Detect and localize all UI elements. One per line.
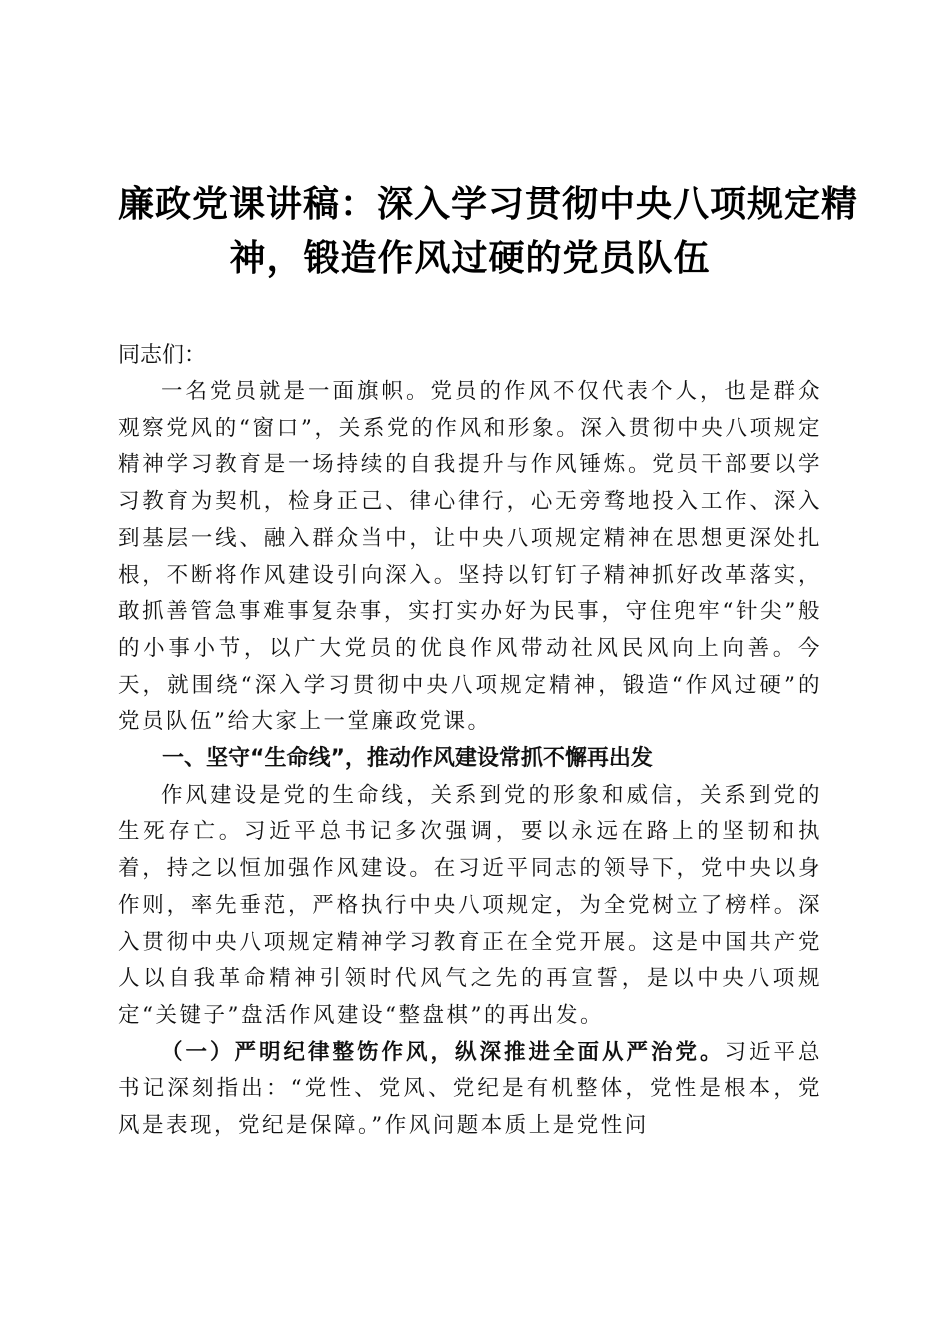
section-1-heading: 一、坚守“生命线”，推动作风建设常抓不懈再出发 (162, 746, 653, 772)
subsection-1-paragraph (118, 1035, 822, 1145)
section-1-paragraph: 作风建设是党的生命线，关系到党的形象和威信，关系到党的生死存亡。习近平总书记多次强调，要以永远在路上的坚韧和执着，持之以恒加强作风建设。在习近平同志的领导下，党中央以身作则，率先垂范，严格执行中央八项规定，为全党树立了榜样。深入贯彻中央八项规定精神学习教育正在全党开展。这是中国共产党人以自我革命精神引领时代风气之先的再宣誓，是以中央八项规定“关键子”盘活作风建设“整盘棋”的再出发。 (118, 782, 822, 1028)
subsection-1-text: 习近平总书记深刻指出：“党性、党风、党纪是有机整体，党性是根本，党风是表现，党纪是保障。”作风问题本质上是党性问 (118, 1039, 822, 1139)
intro-paragraph: 一名党员就是一面旗帜。党员的作风不仅代表个人，也是群众观察党风的“窗口”，关系党的作风和形象。深入贯彻中央八项规定精神学习教育是一场持续的自我提升与作风锤炼。党员干部要以学习教育为契机，检身正己、律心律行，心无旁骛地投入工作、深入到基层一线、融入群众当中，让中央八项规定精神在思想更深处扎根，不断将作风建设引向深入。坚持以钉钉子精神抓好改革落实，敢抓善管急事难事复杂事，实打实办好为民事，守住兜牢“针尖”般的小事小节，以广大党员的优良作风带动社风民风向上向善。今天，就围绕“深入学习贯彻中央八项规定精神，锻造“作风过硬”的党员队伍”给大家上一堂廉政党课。 (118, 379, 822, 735)
document-page (118, 178, 859, 1145)
salutation: 同志们： (118, 343, 207, 368)
subsection-1-heading: （一）严明纪律整饬作风，纵深推进全面从严治党。 (161, 1039, 725, 1065)
title-line-2: 神，锻造作风过硬的党员队伍 (229, 238, 711, 279)
document-title (118, 178, 859, 286)
title-line-1: 廉政党课讲稿：深入学习贯彻中央八项规定精 (118, 184, 859, 225)
